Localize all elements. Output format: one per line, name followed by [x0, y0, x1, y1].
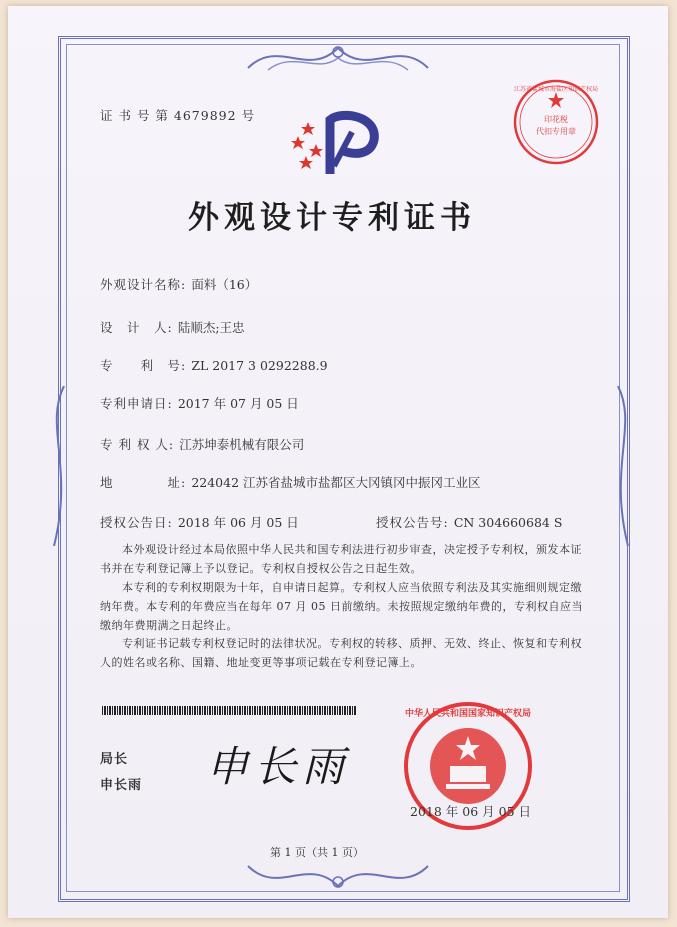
left-ornament-icon [44, 386, 74, 546]
page-number: 第 1 页（共 1 页） [270, 846, 364, 859]
design-name-label: 外观设计名称: [100, 277, 187, 292]
certificate-number-suffix: 号 [241, 108, 256, 123]
agency-stamp [512, 78, 600, 166]
body-paragraph-3: 专利证书记载专利权登记时的法律状况。专利权的转移、质押、无效、终止、恢复和专利权人的姓名或名称、国籍、地址变更等事项记载在专利登记簿上。 [100, 637, 582, 669]
grant-number-value: CN 304660684 S [453, 515, 563, 530]
grant-date-row [100, 512, 299, 531]
grant-number-label: 授权公告号: [376, 515, 449, 530]
designer-label: 设 计 人: [100, 320, 173, 335]
grant-number-row [376, 512, 562, 531]
certificate-number [100, 106, 255, 124]
designer-row [100, 317, 245, 336]
director-title: 局长 [100, 752, 129, 767]
seal-date: 2018 年 06 月 05 日 [410, 804, 531, 819]
certificate-number-value: 4679892 [173, 108, 237, 123]
owner-label: 专 利 权 人: [100, 437, 175, 452]
agency-stamp-ring-text: 江苏省盐城市海盐区知识产权局 [513, 86, 598, 93]
grant-date-value: 2018 年 06 月 05 日 [177, 515, 299, 530]
agency-stamp-line2: 代扣专用章 [536, 127, 576, 136]
bottom-ornament-icon [238, 856, 438, 896]
owner-row [100, 434, 304, 453]
director-name: 申长雨 [100, 778, 143, 793]
body-paragraph-2: 本专利的专利权期限为十年，自申请日起算。专利权人应当依照专利法及其实施细则规定缴纳年费。本专利的年费应当在每年 07 月 05 日前缴纳。未按照规定缴纳年费的，专利权自应当缴纳年费期满之日起终止。 [100, 581, 583, 632]
filing-date-row [100, 393, 299, 412]
filing-date-value: 2017 年 07 月 05 日 [177, 396, 299, 411]
grant-date-label: 授权公告日: [100, 515, 173, 530]
owner-value: 江苏坤泰机械有限公司 [179, 437, 305, 452]
official-seal-ring-text: 中华人民共和国国家知识产权局 [404, 709, 531, 719]
certificate-paper [8, 6, 668, 918]
patent-office-logo-icon [286, 106, 386, 178]
filing-date-label: 专利申请日: [100, 396, 173, 411]
patent-number-row [100, 355, 328, 374]
agency-stamp-line1: 印花税 [544, 115, 568, 124]
certificate-title: 外观设计专利证书 [188, 200, 476, 236]
design-name-row [100, 274, 257, 293]
top-ornament-icon [238, 38, 438, 78]
address-row [100, 472, 481, 491]
address-label: 地 址: [100, 475, 187, 490]
designer-value: 陆顺杰;王忠 [177, 320, 245, 335]
right-ornament-icon [608, 386, 638, 546]
certificate-number-label: 证 书 号 第 [100, 108, 169, 123]
design-name-value: 面料（16） [191, 277, 258, 292]
director-signature: 申长雨 [206, 742, 351, 791]
address-value: 224042 江苏省盐城市盐都区大冈镇冈中振冈工业区 [191, 475, 481, 490]
barcode [102, 706, 356, 715]
patent-number-value: ZL 2017 3 0292288.9 [191, 358, 328, 373]
body-paragraph-1: 本外观设计经过本局依照中华人民共和国专利法进行初步审查，决定授予专利权，颁发本证书并在专利登记簿上予以登记。专利权自授权公告之日起生效。 [100, 543, 582, 575]
patent-number-label: 专 利 号: [100, 358, 187, 373]
